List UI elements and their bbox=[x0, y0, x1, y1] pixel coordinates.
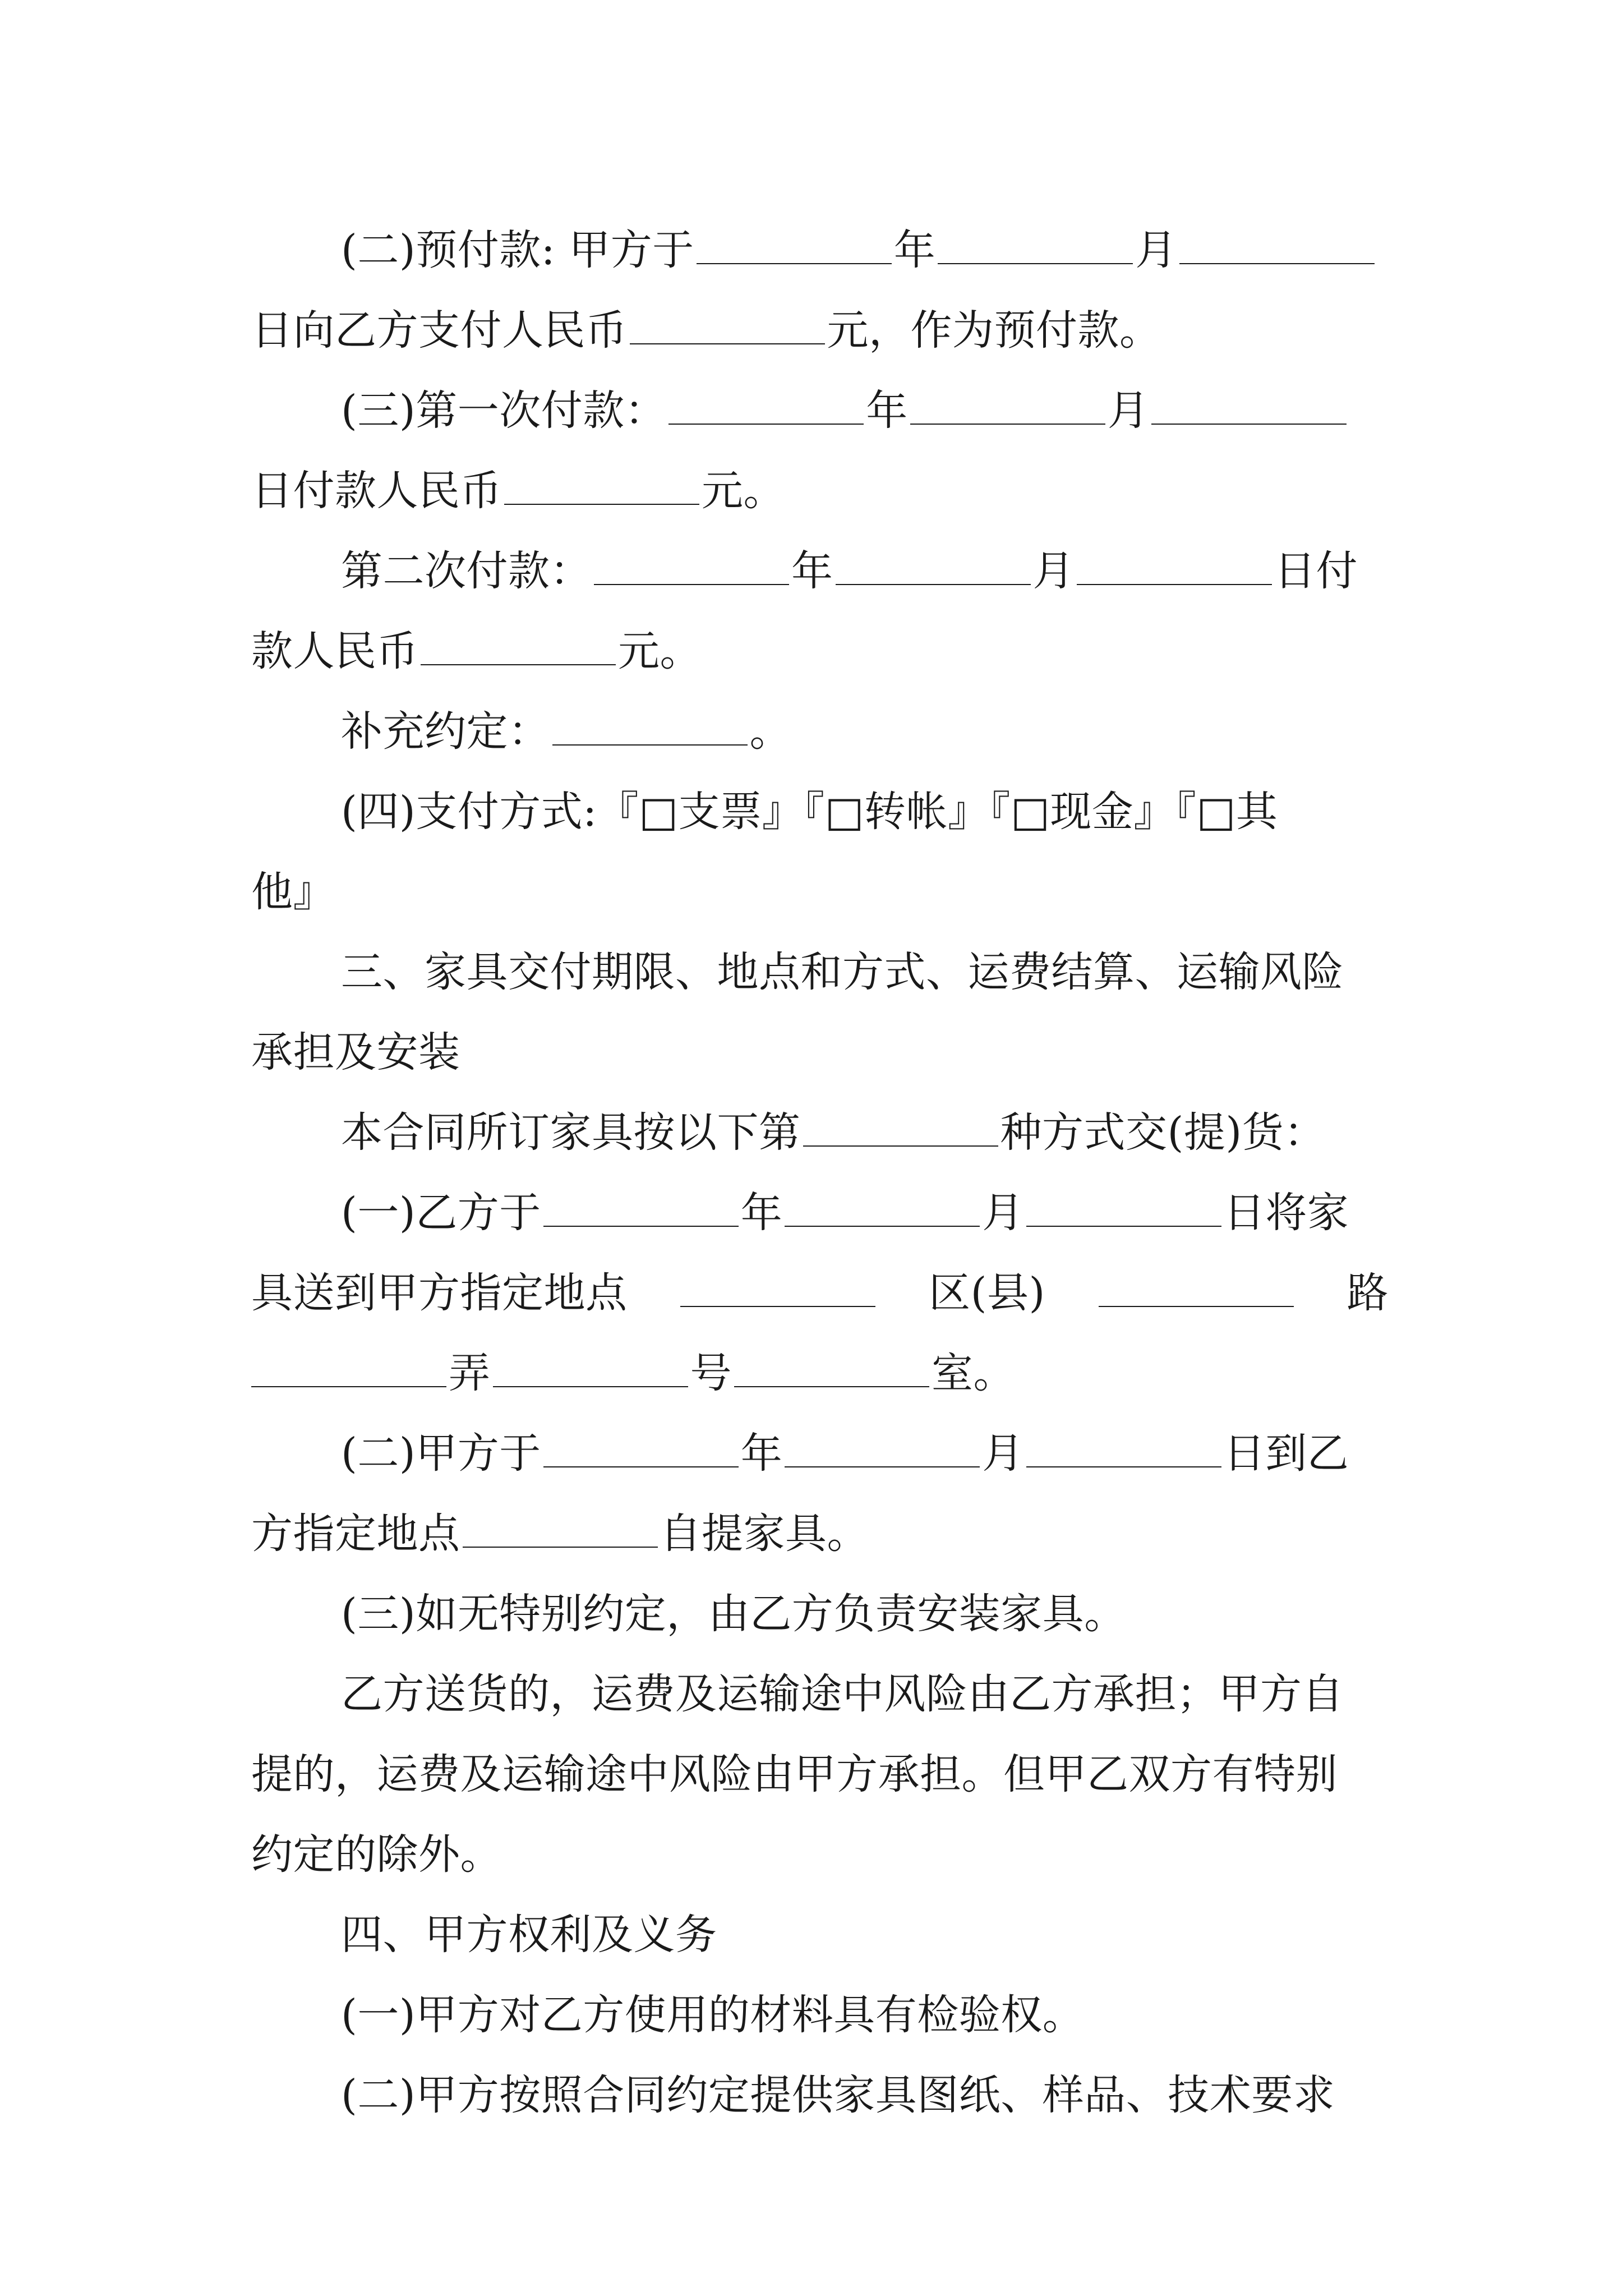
blank-field[interactable] bbox=[1151, 382, 1347, 425]
text-segment: 号 bbox=[690, 1349, 732, 1397]
text-segment: 区(县) bbox=[929, 1269, 1045, 1317]
blank-field[interactable] bbox=[836, 542, 1031, 585]
text-segment: (三)第一次付款： bbox=[341, 386, 667, 435]
blank-field[interactable] bbox=[504, 462, 699, 505]
text-segment: 日到乙 bbox=[1223, 1429, 1349, 1478]
text-segment: 元，作为预付款。 bbox=[827, 306, 1161, 355]
text-segment: 日将家 bbox=[1223, 1189, 1349, 1237]
section-three-heading-cont bbox=[251, 1013, 1389, 1093]
text-segment: 本合同所订家具按以下第 bbox=[341, 1108, 801, 1157]
seller-delivery-line bbox=[251, 1173, 1389, 1253]
drawings-line bbox=[251, 2055, 1389, 2136]
prepayment-amount-line bbox=[251, 291, 1389, 371]
blank-field[interactable] bbox=[1077, 542, 1272, 585]
text-segment: 四、甲方权利及义务 bbox=[341, 1911, 717, 1959]
section-four-heading bbox=[251, 1895, 1389, 1975]
blank-field[interactable] bbox=[493, 1345, 688, 1387]
first-payment-amount-line bbox=[251, 451, 1389, 531]
text-segment: 元。 bbox=[618, 627, 702, 675]
text-segment: 方指定地点 bbox=[251, 1510, 460, 1558]
blank-field[interactable] bbox=[697, 222, 892, 264]
text-segment: 乙方送货的，运费及运输途中风险由乙方承担；甲方自 bbox=[341, 1670, 1344, 1718]
text-segment: 日付 bbox=[1274, 547, 1358, 595]
text-segment: (四)支付方式:『□支票』『□转帐』『□现金』『□其 bbox=[341, 788, 1278, 836]
text-segment: 月 bbox=[982, 1189, 1024, 1237]
text-segment: (二)甲方于 bbox=[341, 1429, 541, 1478]
text-segment: 年 bbox=[791, 547, 833, 595]
text-segment: 日向乙方支付人民币 bbox=[251, 306, 628, 355]
payment-method-cont-line bbox=[251, 852, 1389, 932]
blank-field[interactable] bbox=[552, 703, 748, 746]
text-segment: 室。 bbox=[932, 1349, 1015, 1397]
prepayment-line bbox=[251, 210, 1389, 291]
blank-field[interactable] bbox=[543, 1425, 739, 1467]
blank-field[interactable] bbox=[680, 1264, 875, 1307]
delivery-address-line bbox=[251, 1253, 1389, 1333]
text-segment: 元。 bbox=[702, 467, 785, 515]
blank-field[interactable] bbox=[1099, 1264, 1294, 1307]
text-segment: 他』 bbox=[251, 868, 335, 916]
blank-field[interactable] bbox=[251, 1345, 446, 1387]
text-segment: 弄 bbox=[449, 1349, 491, 1397]
blank-field[interactable] bbox=[630, 302, 825, 344]
blank-field[interactable] bbox=[1026, 1425, 1221, 1467]
text-segment: 约定的除外。 bbox=[251, 1830, 502, 1879]
text-segment: 年 bbox=[866, 386, 908, 435]
text-segment: (一)乙方于 bbox=[341, 1189, 541, 1237]
blank-field[interactable] bbox=[785, 1425, 980, 1467]
text-segment: 日付款人民币 bbox=[251, 467, 502, 515]
delivery-method-line bbox=[251, 1093, 1389, 1173]
text-segment: 种方式交(提)货： bbox=[1000, 1108, 1326, 1157]
buyer-pickup-line bbox=[251, 1414, 1389, 1494]
blank-field[interactable] bbox=[463, 1505, 658, 1548]
text-segment: 月 bbox=[1107, 386, 1150, 435]
first-payment-line bbox=[251, 371, 1389, 451]
blank-field[interactable] bbox=[910, 382, 1105, 425]
text-segment: 年 bbox=[893, 226, 936, 274]
section-three-heading bbox=[251, 932, 1389, 1013]
text-segment: (二)甲方按照合同约定提供家具图纸、样品、技术要求 bbox=[341, 2071, 1335, 2119]
text-segment: (二)预付款: 甲方于 bbox=[341, 226, 694, 274]
payment-method-line bbox=[251, 772, 1389, 852]
blank-field[interactable] bbox=[734, 1345, 929, 1387]
freight-risk-line bbox=[251, 1654, 1389, 1734]
text-segment: 补充约定： bbox=[341, 707, 550, 756]
blank-field[interactable] bbox=[594, 542, 789, 585]
blank-field[interactable] bbox=[543, 1184, 739, 1227]
blank-field[interactable] bbox=[668, 382, 864, 425]
text-segment: 提的，运费及运输途中风险由甲方承担。但甲乙双方有特别 bbox=[251, 1750, 1338, 1798]
installation-line bbox=[251, 1574, 1389, 1654]
supplementary-line bbox=[251, 692, 1389, 772]
text-segment: 年 bbox=[740, 1189, 783, 1237]
text-segment: 第二次付款： bbox=[341, 547, 592, 595]
blank-field[interactable] bbox=[421, 623, 616, 665]
contract-body bbox=[251, 210, 1389, 2136]
blank-field[interactable] bbox=[785, 1184, 980, 1227]
blank-field[interactable] bbox=[803, 1104, 998, 1147]
text-segment: 月 bbox=[1032, 547, 1075, 595]
text-segment: (一)甲方对乙方使用的材料具有检验权。 bbox=[341, 1991, 1085, 2039]
text-segment: 具送到甲方指定地点 bbox=[251, 1269, 628, 1317]
blank-field[interactable] bbox=[1179, 222, 1375, 264]
freight-risk-end-line bbox=[251, 1815, 1389, 1895]
text-segment: 月 bbox=[1135, 226, 1177, 274]
text-segment: 。 bbox=[749, 707, 791, 756]
second-payment-amount-line bbox=[251, 611, 1389, 692]
freight-risk-cont-line bbox=[251, 1734, 1389, 1815]
text-segment: 月 bbox=[982, 1429, 1024, 1478]
text-segment: 年 bbox=[740, 1429, 783, 1478]
blank-field[interactable] bbox=[938, 222, 1133, 264]
text-segment: 承担及安装 bbox=[251, 1028, 460, 1076]
text-segment: 三、家具交付期限、地点和方式、运费结算、运输风险 bbox=[341, 948, 1344, 996]
text-segment: 自提家具。 bbox=[660, 1510, 869, 1558]
inspection-right-line bbox=[251, 1975, 1389, 2055]
text-segment: (三)如无特别约定，由乙方负责安装家具。 bbox=[341, 1590, 1126, 1638]
pickup-location-line bbox=[251, 1494, 1389, 1574]
text-segment: 路 bbox=[1347, 1269, 1389, 1317]
text-segment: 款人民币 bbox=[251, 627, 418, 675]
second-payment-line bbox=[251, 531, 1389, 611]
delivery-address-cont-line bbox=[251, 1333, 1389, 1414]
blank-field[interactable] bbox=[1026, 1184, 1221, 1227]
